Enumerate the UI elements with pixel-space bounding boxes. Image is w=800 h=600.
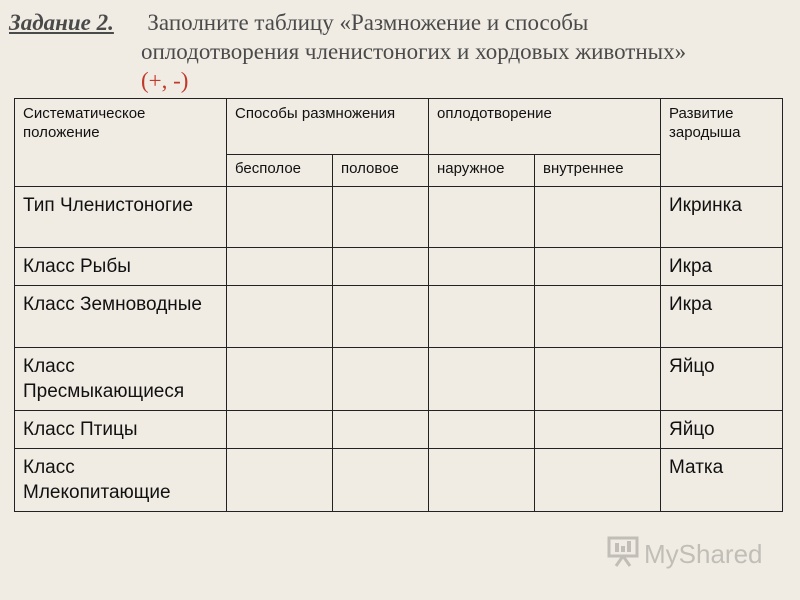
cell-internal[interactable] [535,449,661,512]
cell-development: Икринка [661,187,783,248]
task-heading [9,8,793,95]
cell-asexual[interactable] [227,187,333,248]
cell-development: Яйцо [661,348,783,411]
cell-external[interactable] [429,411,535,449]
cell-asexual[interactable] [227,411,333,449]
cell-development: Икра [661,286,783,348]
table-row [15,348,783,411]
cell-asexual[interactable] [227,286,333,348]
task-text-line-2: оплодотворения членистоногих и хордовых животных» [141,39,687,64]
row-name: Класс Пресмыкающиеся [15,348,227,411]
table-row [15,411,783,449]
cell-asexual[interactable] [227,348,333,411]
cell-sexual[interactable] [333,348,429,411]
cell-asexual[interactable] [227,248,333,286]
watermark-text: MyShared [644,538,763,569]
reproduction-table [14,98,783,512]
cell-internal[interactable] [535,286,661,348]
subheader-external: наружное [429,155,535,187]
cell-development: Матка [661,449,783,512]
row-name: Тип Членистоногие [15,187,227,248]
subheader-sexual: половое [333,155,429,187]
header-fertilization: оплодотворение [429,99,661,155]
header-development: Развитие зародыша [661,99,783,187]
cell-internal[interactable] [535,248,661,286]
cell-sexual[interactable] [333,248,429,286]
cell-external[interactable] [429,248,535,286]
cell-development: Яйцо [661,411,783,449]
cell-external[interactable] [429,187,535,248]
table-row [15,187,783,248]
subheader-asexual: бесполое [227,155,333,187]
cell-asexual[interactable] [227,449,333,512]
cell-sexual[interactable] [333,449,429,512]
cell-external[interactable] [429,348,535,411]
task-instruction: (+, -) [141,68,189,93]
row-name: Класс Земноводные [15,286,227,348]
row-name: Класс Млекопитающие [15,449,227,512]
cell-sexual[interactable] [333,286,429,348]
cell-external[interactable] [429,449,535,512]
cell-internal[interactable] [535,348,661,411]
task-label: Задание 2. [9,10,114,35]
row-name: Класс Птицы [15,411,227,449]
cell-sexual[interactable] [333,411,429,449]
cell-sexual[interactable] [333,187,429,248]
cell-internal[interactable] [535,187,661,248]
presentation-board-icon [606,535,644,574]
table-row [15,248,783,286]
header-reproduction: Способы размножения [227,99,429,155]
table-row [15,449,783,512]
myshared-watermark [606,537,763,571]
cell-external[interactable] [429,286,535,348]
cell-development: Икра [661,248,783,286]
row-name: Класс Рыбы [15,248,227,286]
cell-internal[interactable] [535,411,661,449]
table-row [15,286,783,348]
header-systematic: Систематическое положение [15,99,227,187]
task-text-line-1: Заполните таблицу «Размножение и способы [147,10,589,35]
subheader-internal: внутреннее [535,155,661,187]
table-header-row [15,99,783,155]
